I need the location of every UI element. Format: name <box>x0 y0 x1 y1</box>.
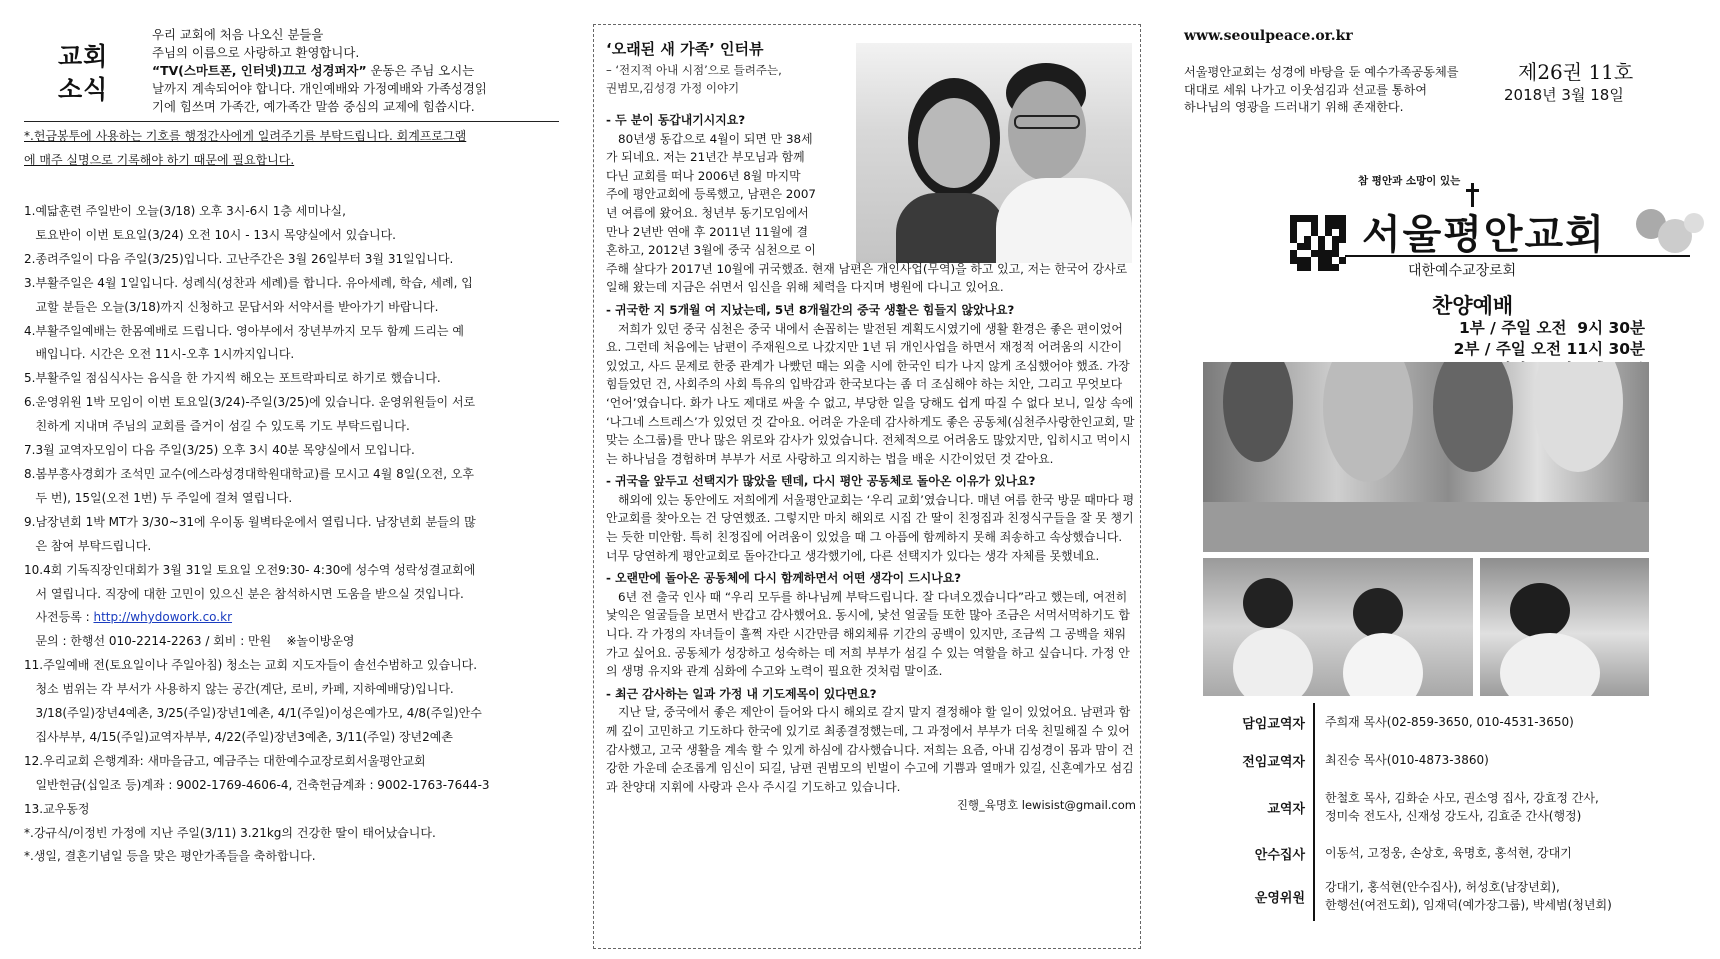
notice-item: 청소 범위는 각 부서가 사용하지 않는 공간(계단, 로비, 카페, 지하예배당)입니다. <box>24 682 454 697</box>
staff-row <box>1212 779 1682 835</box>
interview-body <box>606 111 1136 815</box>
staff-row <box>1212 835 1682 871</box>
staff-role: 담임교역자 <box>1212 703 1314 741</box>
notice-item: 1.예닯훈련 주일반이 오늘(3/18) 오후 3시-6시 1층 세미나실, <box>24 204 346 218</box>
staff-role: 운영위원 <box>1212 871 1314 921</box>
cover-column <box>1180 18 1710 948</box>
worship-time: 2부 / 주일 오전 11시 30분 <box>1453 340 1645 358</box>
interview-answer-line: 다닌 교회를 떠나 2006년 8월 마지막 <box>606 168 801 183</box>
interview-answer: 주해 살다가 2017년 10월에 귀국했죠. 현재 남편은 개인사업(무역)을 하고 있고, 저는 한국어 강사로 일해 왔는데 지금은 쉬면서 임신을 위해 체력을 다지며 병원에 다니고 있어요. <box>606 261 1128 295</box>
staff-row <box>1212 741 1682 779</box>
notice-item: 토요반이 이번 토요일(3/24) 오전 10시 - 13시 목양실에서 있습니다. <box>24 227 396 242</box>
staff-names <box>1314 871 1682 921</box>
interview-question: - 최근 감사하는 일과 가정 내 기도제목이 있다면요? <box>606 686 877 701</box>
staff-names-line: 한철호 목사, 김화순 사모, 권소영 집사, 강효정 간사, <box>1325 791 1599 805</box>
interview-answer-line: 년 여름에 왔어요. 청년부 동기모임에서 <box>606 205 809 220</box>
staff-role: 안수집사 <box>1212 835 1314 871</box>
notice-item: 교할 분들은 오늘(3/18)까지 신청하고 문답서와 서약서를 받아가기 바랍니다. <box>24 299 439 314</box>
interview-answer <box>606 130 856 260</box>
logo-slogan: 참 평안과 소망이 있는 <box>1358 175 1461 187</box>
logo-underline <box>1345 255 1690 257</box>
denomination: 대한예수교장로회 <box>1408 263 1517 279</box>
issue-number: 제26권 11호 <box>1518 60 1634 84</box>
notice-item: 친하게 지내며 주님의 교회를 즐거이 섬길 수 있도록 기도 부탁드립니다. <box>24 419 410 434</box>
staff-names-line: 강대기, 홍석현(안수집사), 허성호(남장년회), <box>1325 880 1560 894</box>
notice-item: 문의 : 한행선 010-2214-2263 / 회비 : 만원 ※놀이방운영 <box>24 634 355 649</box>
church-news-header <box>24 18 559 121</box>
notice-item: 두 번), 15일(오전 1번) 두 주일에 걸쳐 열립니다. <box>24 490 293 505</box>
staff-names-line: 한행선(여전도회), 임재덕(예가장그룹), 박세범(청년회) <box>1325 898 1612 912</box>
bulletin-date: 2018년 3월 18일 <box>1504 86 1624 104</box>
worship-title: 찬양예배 <box>1432 294 1514 318</box>
notice-item: 9.남장년회 1박 MT가 3/30~31에 우이동 월벽타운에서 열립니다. 남장년회 분들의 많 <box>24 514 476 529</box>
church-website[interactable]: www.seoulpeace.or.kr <box>1184 28 1353 44</box>
child-praying-photo <box>1480 558 1649 696</box>
notice-item: 13.교우동정 <box>24 801 90 816</box>
interview-column <box>593 24 1141 949</box>
qr-code-icon[interactable] <box>1290 215 1346 271</box>
interview-answer-line: 주에 평안교회에 등록했고, 남편은 2007 <box>606 187 816 202</box>
interview-answer: 해외에 있는 동안에도 저희에게 서울평안교회는 ‘우리 교회’였습니다. 매년 여름 한국 방문 때마다 평안교회를 찾아오는 건 당연했죠. 그렇지만 마치 해외로 시집 간 딸이 친정집과 친정식구들을 잘 못 챙기는 듯한 미안함. 특히 친정집에 어려움이 있었을 때 그 아픔에 함께하지 못해 죄송하고 속상했습니다. 너무 당연하게 평안교회로 돌아간다고 생각했기에, 다른 선택지가 있다는 생각 자체를 못했네요. <box>606 492 1135 563</box>
interview-credit: 진행_육명호 lewisist@gmail.com <box>956 798 1136 813</box>
notice-item: *.생일, 결혼기념일 등을 맞은 평안가족들을 축하합니다. <box>24 849 316 864</box>
interview-answer: 6년 전 출국 인사 때 “우리 모두를 하나님께 부탁드립니다. 잘 다녀오겠습니다”라고 했는데, 여전히 낯익은 얼굴들을 보면서 반갑고 감사했어요. 동시에, 낯선 얼굴들 또한 많아 조금은 서먹서먹하기도 합니다. 각 가정의 자녀들이 훌쩍 자란 시간만큼 해외체류 기간의 공백이 있지만, 조금씩 그 공백을 채워가고 싶어요. 공동체가 성장하고 성숙하는 데 저희 부부가 섬길 수 있는 역할을 하고 싶습니다. 가정 안의 생명 유지와 관계 심화에 수고와 노력이 필요한 것처럼 말이죠. <box>606 589 1130 679</box>
staff-names-line: 주희재 목사(02-859-3650, 010-4531-3650) <box>1325 715 1574 729</box>
church-news-column <box>24 18 559 869</box>
notice-item: 12.우리교회 은행계좌: 새마을금고, 예금주는 대한예수교장로회서울평안교회 <box>24 753 426 768</box>
mission-statement: 서울평안교회는 성경에 바탕을 둔 예수가족공동체를 대대로 세워 나가고 이웃섬김과 선교를 통하여 하나님의 영광을 드러내기 위해 존재한다. <box>1184 65 1459 114</box>
interview-answer: 지난 달, 중국에서 좋은 제안이 들어와 다시 해외로 갈지 말지 결정해야 할 일이 있었어요. 남편과 함께 깊이 고민하고 기도하다 한국에 있기로 최종결정했는데, 그 과정에서 부부가 더욱 친밀해질 수 있어 감사했고, 고국 생활을 계속 할 수 있게 하심에 감사했습니다. 저희는 요즘, 아내 김성경이 몸과 맘이 건강한 가운데 순조롭게 임신이 되길, 남편 권범모의 빈벌이 수고에 기쁨과 열매가 있길, 신혼예가모 섬김과 찬양대 지휘에 사랑과 은사 주시길 기도하고 있습니다. <box>606 705 1134 794</box>
interview-answer-line: 만나 2년반 연애 후 2011년 11월에 결 <box>606 224 808 239</box>
children-praying-photo <box>1203 558 1473 696</box>
interview-question: - 귀국한 지 5개월 여 지났는데, 5년 8개월간의 중국 생활은 힘들지 않았나요? <box>606 302 1015 317</box>
staff-names-line: 이동석, 고정웅, 손상호, 육명호, 홍석현, 강대기 <box>1325 846 1572 860</box>
staff-names-line: 최진승 목사(010-4873-3860) <box>1325 753 1489 767</box>
interview-answer: 저희가 있던 중국 심천은 중국 내에서 손꼽히는 발전된 계획도시였기에 생활 환경은 좋은 편이었어요. 그런데 처음에는 남편이 주재원으로 나갔지만 1년 뒤 개인사업을 하면서 재정적 어려움의 시간이 있었고, 사드 문제로 한중 관계가 나빴던 때는 외출 시에 한국인 티가 나지 않게 조심했어야 했죠. 가장 힘들었던 건, 사회주의 사회 특유의 입박감과 한국보다는 좀 더 조심해야 하는 치안, 그리고 무엇보다 ‘언어’였습니다. 화가 나도 제대로 싸울 수 없고, 부당한 일을 당해도 쉽게 따질 수 없다 보니, 일상 속에 ‘나그네 스트레스’가 있었던 것 같아요. 어려운 가운데 감사하게도 좋은 공동체(심천주사랑한인교회, 말 맞는 소그룹)를 만나 많은 위로와 감사가 있었습니다. 전체적으로 어려움도 많았지만, 입히시고 먹이시는 하나님을 경험하며 부부가 서로 사랑하고 의지하는 법을 배운 시간이었던 것 같아요. <box>606 321 1135 466</box>
notice-item: 일반헌금(십일조 등)계좌 : 9002-1769-4606-4, 건축헌금계좌 : 9002-1763-7644-3 <box>24 777 490 792</box>
staff-names <box>1314 703 1682 741</box>
staff-names <box>1314 741 1682 779</box>
notice-item: 서 열립니다. 직장에 대한 고민이 있으신 분은 참석하시면 도움을 받으실 것입니다. <box>24 586 464 601</box>
offering-envelope-note: *.헌금봉투에 사용하는 기호를 행정간사에게 일려주기를 부탁드립니다. 회계프로그램 에 매주 실명으로 기록해야 하기 때문에 필요합니다. <box>24 129 467 167</box>
staff-directory <box>1212 703 1682 921</box>
interview-answer-line: 80년생 동갑으로 4월이 되면 만 38세 <box>618 131 813 146</box>
notice-item: 배입니다. 시간은 오전 11시-오후 1시까지입니다. <box>24 347 295 362</box>
interview-question: - 오랜만에 돌아온 공동체에 다시 함께하면서 어떤 생각이 드시나요? <box>606 571 962 586</box>
congregation-photo <box>1203 362 1649 552</box>
staff-role: 전임교역자 <box>1212 741 1314 779</box>
notice-item: *.강규식/이정빈 가정에 지난 주일(3/11) 3.21kg의 건강한 딸이 태어났습니다. <box>24 825 436 840</box>
welcome-message: 우리 교회에 처음 나오신 분들을 주님의 이름으로 사랑하고 환영합니다. “TV(스마트폰, 인터넷)끄고 성경퍼자” 운동은 주님 오시는 날까지 계속되어야 합니다. 개인예배와 가정예배와 가족성경읽 기에 힘쓰며 가족간, 예가족간 말씀 중심의 교제에 힘씁시다. <box>152 27 487 114</box>
divider <box>24 121 559 122</box>
worship-time: 1부 / 주일 오전 9시 30분 <box>1459 319 1645 337</box>
notice-item: 5.부활주일 점심식사는 음식을 한 가지씩 해오는 포트락파티로 하기로 했습니다. <box>24 371 441 386</box>
notice-item: 8.봄부흥사경회가 조석민 교수(에스라성경대학원대학교)를 모시고 4월 8일(오전, 오후 <box>24 466 475 481</box>
staff-names <box>1314 779 1682 835</box>
registration-link[interactable]: http://whydowork.co.kr <box>93 610 233 625</box>
notice-item: 3/18(주일)장년4예촌, 3/25(주일)장년1예촌, 4/1(주일)이성은예가모, 4/8(주일)안수 <box>24 706 482 721</box>
interview-subtitle: – ‘전지적 아내 시점’으로 들려주는, 권범모,김성경 가정 이야기 <box>606 63 782 95</box>
notice-item: 6.운영위원 1박 모임이 이번 토요일(3/24)-주일(3/25)에 있습니다. 운영위원들이 서로 <box>24 395 476 410</box>
interview-answer-line: 혼하고, 2012년 3월에 중국 심천으로 이 <box>606 243 816 258</box>
notice-item: 7.3월 교역자모임이 다음 주일(3/25) 오후 3시 40분 목양실에서 모입니다. <box>24 443 415 458</box>
notice-item: 10.4회 기독직장인대회가 3월 31일 토요일 오전9:30- 4:30에 성수역 성락성결교회에 <box>24 562 476 577</box>
church-name-logo: 서울평안교회 <box>1362 212 1606 258</box>
notice-item: 2.종려주일이 다음 주일(3/25)입니다. 고난주간은 3월 26일부터 3월 31일입니다. <box>24 251 454 266</box>
notice-item: 집사부부, 4/15(주일)교역자부부, 4/22(주일)장년3예촌, 3/11(주일) 장년2예촌 <box>24 729 453 744</box>
interview-question: - 귀국을 앞두고 선택지가 많았을 텐데, 다시 평안 공동체로 돌아온 이유가 있나요? <box>606 474 1036 489</box>
interview-title: ‘오래된 새 가족’ 인터뷰 <box>606 40 764 58</box>
staff-row <box>1212 703 1682 741</box>
notice-item: 4.부활주일예배는 한몸예배로 드립니다. 영아부에서 장년부까지 모두 함께 드리는 예 <box>24 323 464 338</box>
staff-names-line: 정미숙 전도사, 신재성 강도사, 김효준 간사(행정) <box>1325 809 1582 823</box>
staff-names <box>1314 835 1682 871</box>
notice-list <box>24 200 559 869</box>
notice-item: 11.주일예배 전(토요일이나 주일아침) 청소는 교회 지도자들이 솔선수범하고 있습니다. <box>24 658 478 673</box>
church-news-title: 교회 소식 <box>58 42 109 104</box>
staff-role: 교역자 <box>1212 779 1314 835</box>
staff-row <box>1212 871 1682 921</box>
notice-item: 은 참여 부탁드립니다. <box>24 538 152 553</box>
interview-answer-line: 가 되네요. 저는 21년간 부모님과 함께 <box>606 150 805 165</box>
notice-item: 사전등록 : http://whydowork.co.kr <box>24 610 233 625</box>
interview-question: - 두 분이 동갑내기시지요? <box>606 113 746 127</box>
notice-item: 3.부활주일은 4월 1일입니다. 성례식(성찬과 세례)를 합니다. 유아세례, 학습, 세례, 입 <box>24 275 473 290</box>
